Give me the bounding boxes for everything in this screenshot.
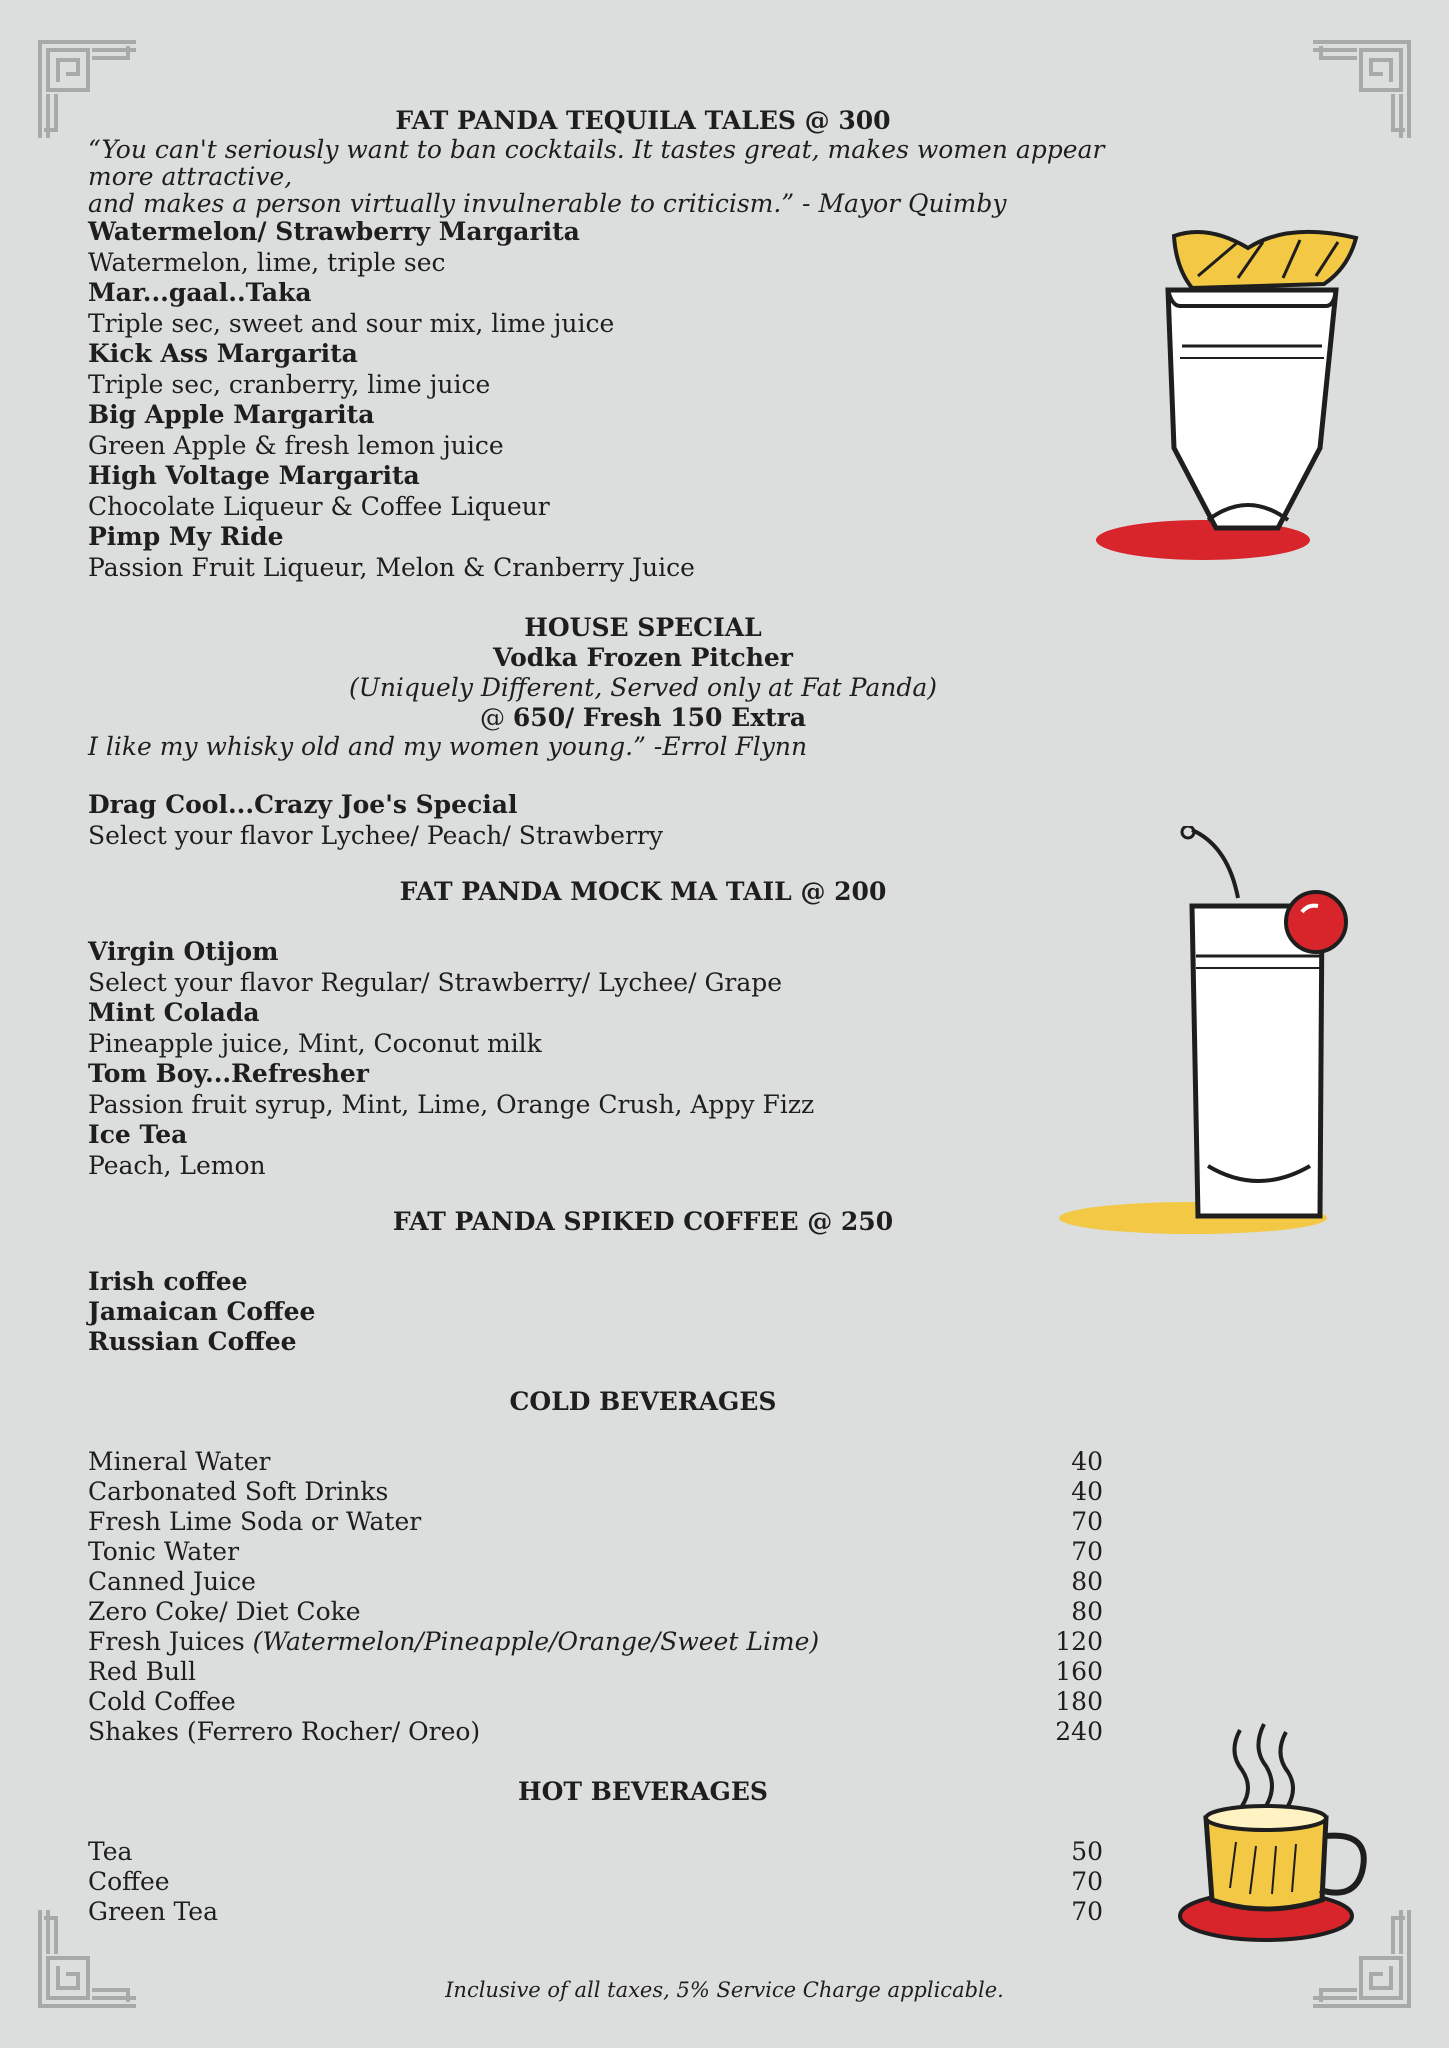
- item-price: 80: [1071, 1597, 1103, 1626]
- item-name: Shakes (Ferrero Rocher/ Oreo): [88, 1717, 481, 1746]
- tequila-item: [88, 400, 1108, 461]
- tequila-item: [88, 461, 1108, 522]
- item-price: 180: [1055, 1687, 1103, 1716]
- item-name: Fresh Juices: [88, 1627, 253, 1656]
- coffee-section-title: FAT PANDA SPIKED COFFEE @ 250: [392, 1207, 894, 1236]
- item-price: 70: [1071, 1897, 1103, 1926]
- item-name: Mar...gaal..Taka: [88, 278, 312, 307]
- item-name: High Voltage Margarita: [88, 461, 420, 490]
- tequila-section-title: FAT PANDA TEQUILA TALES @ 300: [395, 106, 891, 135]
- price-row: [88, 1687, 1103, 1717]
- mocktail-item: [88, 1120, 1108, 1181]
- item-name: Canned Juice: [88, 1567, 256, 1596]
- item-name: Fresh Lime Soda or Water: [88, 1507, 422, 1536]
- item-name: Watermelon/ Strawberry Margarita: [88, 217, 580, 246]
- greek-key-corner-icon: [1303, 38, 1413, 148]
- menu-content: [88, 106, 1108, 1927]
- price-row: [88, 1507, 1103, 1537]
- item-desc: Pineapple juice, Mint, Coconut milk: [88, 1029, 542, 1058]
- item-desc: Triple sec, cranberry, lime juice: [88, 370, 491, 399]
- price-row: [88, 1867, 1103, 1897]
- hot-section-title: HOT BEVERAGES: [518, 1777, 768, 1806]
- price-row: [88, 1657, 1103, 1687]
- house-item-price: [88, 703, 1108, 733]
- hot-cup-icon: [1176, 1722, 1376, 1944]
- item-name: Coffee: [88, 1867, 170, 1896]
- item-price: 70: [1071, 1867, 1103, 1896]
- item-desc: Chocolate Liqueur & Coffee Liqueur: [88, 492, 550, 521]
- special-item-desc: Select your flavor Lychee/ Peach/ Strawberry: [88, 821, 663, 850]
- item-name: Tom Boy...Refresher: [88, 1059, 369, 1088]
- house-item-name: Vodka Frozen Pitcher: [493, 643, 793, 672]
- item-note: (Watermelon/Pineapple/Orange/Sweet Lime): [252, 1627, 820, 1656]
- item-price: 70: [1071, 1507, 1103, 1536]
- tequila-shot-glass-icon: [1088, 228, 1368, 562]
- item-price: 40: [1071, 1447, 1103, 1476]
- price-row: [88, 1717, 1103, 1747]
- item-price: 70: [1071, 1537, 1103, 1566]
- item-name: Cold Coffee: [88, 1687, 236, 1716]
- item-name: Red Bull: [88, 1657, 197, 1686]
- item-desc: Triple sec, sweet and sour mix, lime juice: [88, 309, 615, 338]
- house-quote: I like my whisky old and my women young.” -Errol Flynn: [88, 732, 808, 761]
- item-name: Big Apple Margarita: [88, 400, 375, 429]
- footer-note: Inclusive of all taxes, 5% Service Charge applicable.: [445, 1978, 1004, 2002]
- item-name: Mineral Water: [88, 1447, 271, 1476]
- coffee-item: Russian Coffee: [88, 1327, 297, 1356]
- item-price: 240: [1055, 1717, 1103, 1746]
- item-price: 160: [1055, 1657, 1103, 1686]
- price-row: [88, 1477, 1103, 1507]
- mocktail-item: [88, 937, 1108, 998]
- tequila-quote-line-1: “You can't seriously want to ban cocktails. It tastes great, makes women appear more attractive,: [88, 135, 1105, 191]
- item-name: Green Tea: [88, 1897, 218, 1926]
- item-desc: Peach, Lemon: [88, 1151, 266, 1180]
- house-section-title: HOUSE SPECIAL: [524, 613, 762, 642]
- mocktail-item: [88, 998, 1108, 1059]
- item-price: 40: [1071, 1477, 1103, 1506]
- item-name: Kick Ass Margarita: [88, 339, 358, 368]
- item-desc: Green Apple & fresh lemon juice: [88, 431, 504, 460]
- price-row: [88, 1537, 1103, 1567]
- price-row: [88, 1897, 1103, 1927]
- price-row: [88, 1627, 1103, 1657]
- item-name: Virgin Otijom: [88, 937, 279, 966]
- item-name: Mint Colada: [88, 998, 260, 1027]
- tequila-item: [88, 339, 1108, 400]
- house-price-prefix: @: [479, 703, 513, 732]
- item-name-with-note: [88, 1627, 819, 1657]
- tequila-item: [88, 278, 1108, 339]
- cold-section-title: COLD BEVERAGES: [509, 1387, 777, 1416]
- item-name: Zero Coke/ Diet Coke: [88, 1597, 361, 1626]
- tequila-item: [88, 217, 1108, 278]
- tequila-quote-line-2: and makes a person virtually invulnerable to criticism.” - Mayor Quimby: [88, 189, 1007, 218]
- item-name: Tonic Water: [88, 1537, 240, 1566]
- price-row: [88, 1837, 1103, 1867]
- tequila-item: [88, 522, 1108, 583]
- house-price-value: 650/ Fresh 150 Extra: [512, 703, 807, 732]
- price-row: [88, 1567, 1103, 1597]
- item-desc: Passion Fruit Liqueur, Melon & Cranberry Juice: [88, 553, 695, 582]
- item-name: Carbonated Soft Drinks: [88, 1477, 389, 1506]
- item-price: 120: [1055, 1627, 1103, 1656]
- item-price: 50: [1071, 1837, 1103, 1866]
- item-desc: Watermelon, lime, triple sec: [88, 248, 446, 277]
- item-name: Ice Tea: [88, 1120, 188, 1149]
- price-row: [88, 1597, 1103, 1627]
- price-row: [88, 1447, 1103, 1477]
- item-desc: Select your flavor Regular/ Strawberry/ Lychee/ Grape: [88, 968, 783, 997]
- item-name: Pimp My Ride: [88, 522, 284, 551]
- coffee-item: Irish coffee: [88, 1267, 248, 1296]
- house-item-note: (Uniquely Different, Served only at Fat Panda): [349, 673, 937, 702]
- special-item-name: Drag Cool...Crazy Joe's Special: [88, 790, 518, 819]
- mocktail-section-title: FAT PANDA MOCK MA TAIL @ 200: [399, 877, 887, 906]
- item-price: 80: [1071, 1567, 1103, 1596]
- item-desc: Passion fruit syrup, Mint, Lime, Orange Crush, Appy Fizz: [88, 1090, 815, 1119]
- item-name: Tea: [88, 1837, 133, 1866]
- mocktail-item: [88, 1059, 1108, 1120]
- coffee-item: Jamaican Coffee: [88, 1297, 316, 1326]
